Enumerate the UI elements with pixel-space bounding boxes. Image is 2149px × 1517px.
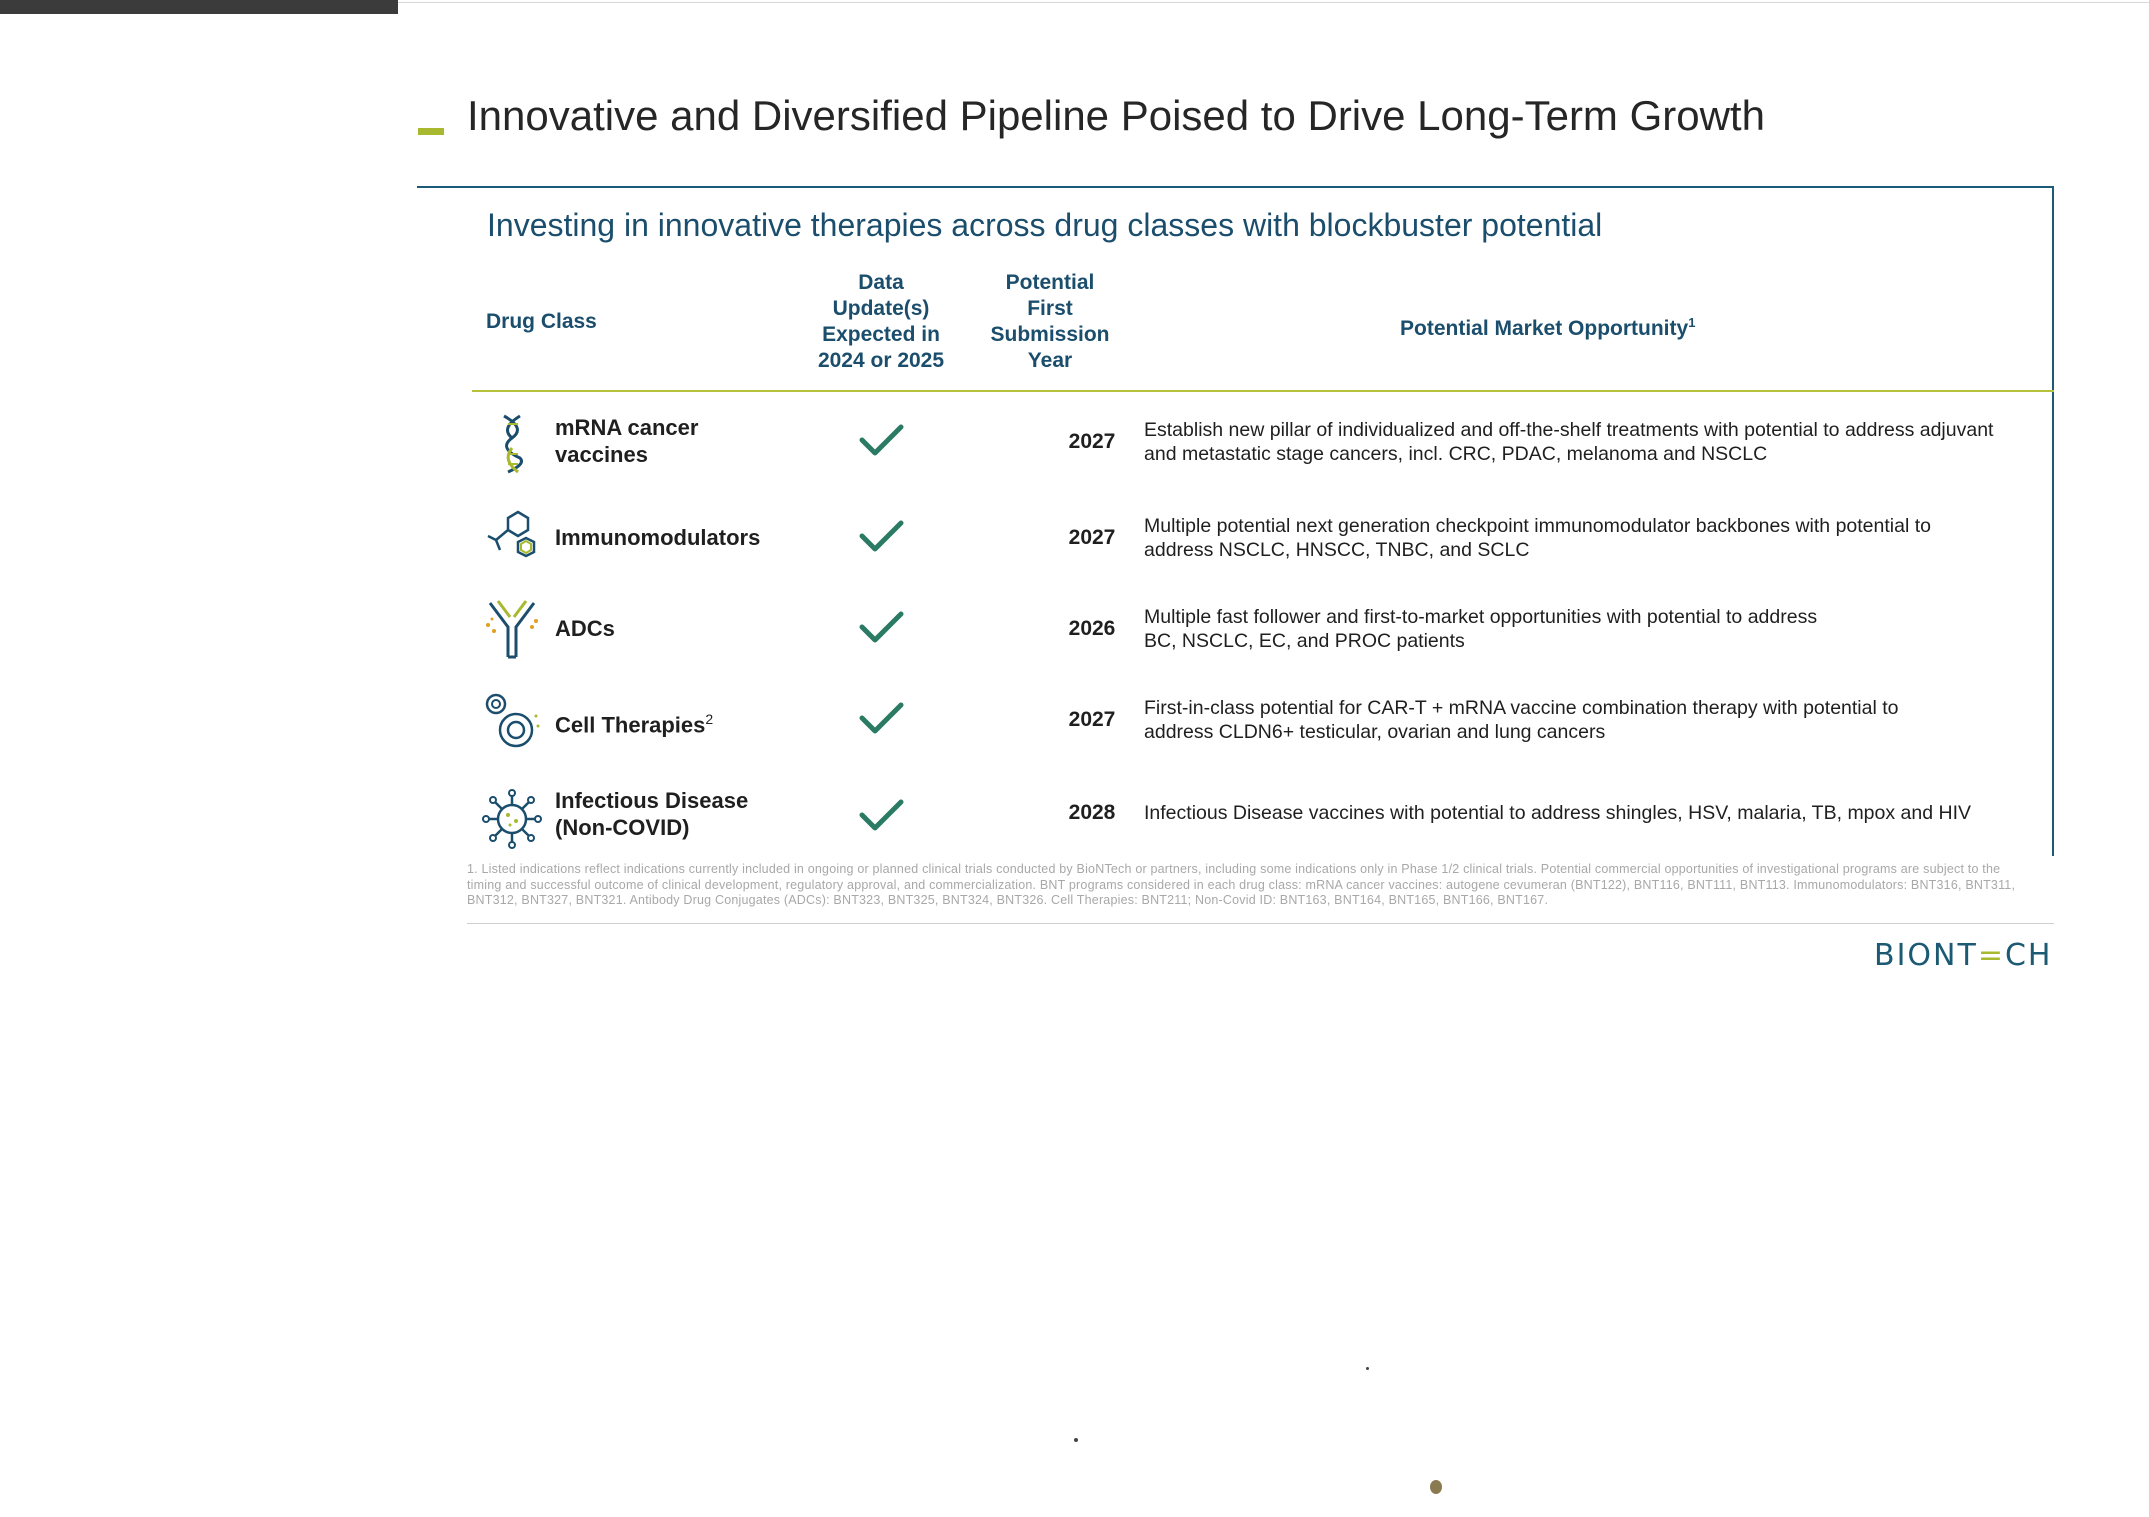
scan-edge-bar [0,0,398,14]
scan-speck [1074,1438,1078,1442]
header-drug-class: Drug Class [486,310,597,333]
submission-year: 2027 [1068,708,1116,731]
biontech-logo: BIONT=CH [1874,938,2053,973]
drug-class-name: Immunomodulators [555,525,761,550]
footnote: 1. Listed indications reflect indications currently included in ongoing or planned clinical trials conducted by BioNTech or partners, including some indications only in Phase 1/2 clinical trials. Potential commercial opportunities of investigational programs are subject to the timing and successful outcome of clinical development, regulatory approval, and commercialization. BNT programs considered in each drug class: mRNA cancer vaccines: autogene cevumeran (BNT122), BNT116, BNT111, BNT113. Immunomodulators: BNT316, BNT311, BNT312, BNT327, BNT321. Antibody Drug Conjugates (ADCs): BNT323, BNT325, BNT324, BNT326. Cell Therapies: BNT211; Non-Covid ID: BNT163, BNT164, BNT165, BNT166, BNT167. [467,862,2016,907]
panel-subtitle: Investing in innovative therapies across drug classes with blockbuster potential [487,207,1603,243]
submission-year: 2027 [1068,430,1116,453]
checkmark-icon [857,795,907,835]
submission-year: 2026 [1068,617,1116,640]
footnote-divider [467,923,2054,924]
table-row [472,678,2052,768]
scan-edge-line [398,2,2149,3]
header-submission-year: Potential First Submission Year [990,271,1110,372]
antibody-icon [482,597,542,663]
checkmark-icon [857,516,907,556]
checkmark-icon [857,420,907,460]
cells-icon [482,688,542,754]
table-row [472,587,2052,677]
market-opportunity: Establish new pillar of individualized and off-the-shelf treatments with potential to address adjuvant and metastatic stage cancers, incl. CRC, PDAC, melanoma and NSCLC [1144,419,1994,465]
submission-year: 2027 [1068,526,1116,549]
submission-year: 2028 [1068,801,1116,824]
dna-helix-icon [482,410,542,476]
virus-icon [482,785,542,851]
table-row [472,400,2052,490]
drug-class-name: Infectious Disease (Non-COVID) [555,788,749,840]
market-opportunity: First-in-class potential for CAR-T + mRNA vaccine combination therapy with potential to address CLDN6+ testicular, ovarian and lung cancers [1144,697,1899,743]
molecule-icon [482,506,542,572]
header-divider [472,390,2054,392]
checkmark-icon [857,698,907,738]
scan-speck [1430,1480,1442,1494]
market-opportunity: Infectious Disease vaccines with potential to address shingles, HSV, malaria, TB, mpox and HIV [1144,802,1971,824]
header-market-opportunity: Potential Market Opportunity$^1$ [1400,315,1696,340]
page-title: Innovative and Diversified Pipeline Poised to Drive Long-Term Growth [467,92,1765,139]
checkmark-icon [857,607,907,647]
market-opportunity: Multiple potential next generation checkpoint immunomodulator backbones with potential to address NSCLC, HNSCC, TNBC, and SCLC [1144,515,1931,561]
table-row [472,775,2052,865]
header-data-update: Data Update(s) Expected in 2024 or 2025 [817,271,945,372]
table-row [472,496,2052,586]
market-opportunity: Multiple fast follower and first-to-market opportunities with potential to address BC, NSCLC, EC, and PROC patients [1144,606,1818,652]
drug-class-name: Cell Therapies$^2$ [555,711,714,738]
drug-class-name: ADCs [555,616,615,641]
title-accent-dash [418,128,444,135]
scan-speck [1366,1367,1369,1370]
drug-class-name: mRNA cancer vaccines [555,415,699,467]
